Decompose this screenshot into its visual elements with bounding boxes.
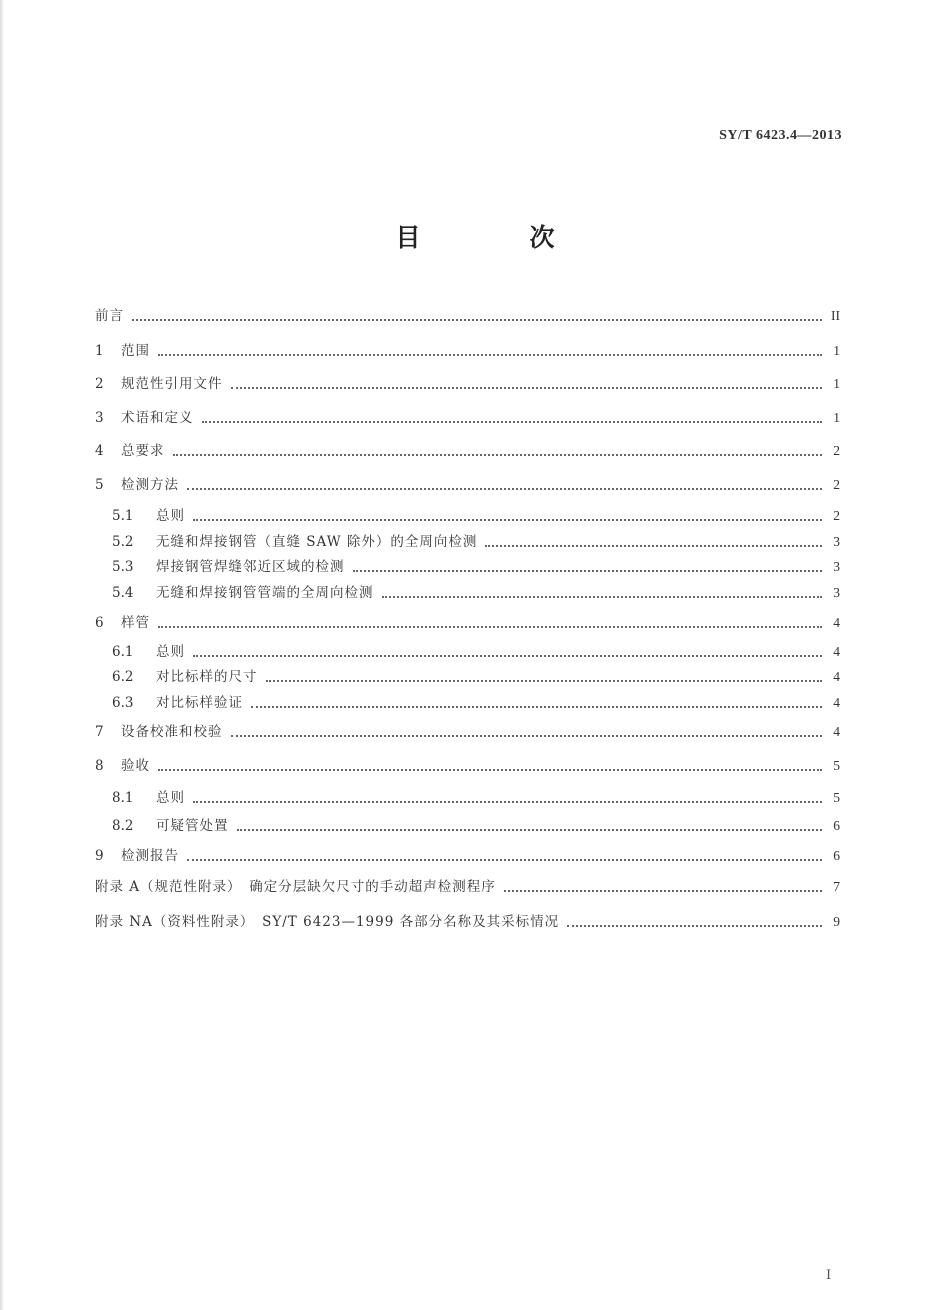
toc-entry-label: 总则 bbox=[156, 790, 185, 806]
toc-entry-page: 5 bbox=[833, 758, 840, 773]
toc-entry-number: 9 bbox=[95, 848, 104, 864]
toc-entry[interactable] bbox=[112, 531, 840, 553]
toc-entry-page: 2 bbox=[833, 477, 840, 492]
toc-entry-label: 检测方法 bbox=[121, 477, 179, 493]
toc-entry-number: 5.1 bbox=[112, 508, 134, 524]
toc-entry-label: 对比标样验证 bbox=[156, 695, 243, 711]
toc-entry-number: 1 bbox=[95, 343, 104, 359]
toc-entry-label: 范围 bbox=[121, 343, 150, 359]
toc-entry-number: 6.3 bbox=[112, 695, 134, 711]
toc-entry-page: 3 bbox=[833, 585, 840, 600]
toc-dot-leader bbox=[485, 544, 822, 547]
footer-page-number: I bbox=[826, 1268, 832, 1283]
toc-entry-page: 4 bbox=[833, 644, 840, 659]
toc-entry-page: 9 bbox=[833, 914, 840, 929]
toc-entry-page: 5 bbox=[833, 790, 840, 805]
toc-entry[interactable] bbox=[95, 721, 840, 743]
toc-entry-page: 3 bbox=[833, 534, 840, 549]
toc-entry[interactable] bbox=[95, 340, 840, 362]
toc-entry-page: 2 bbox=[833, 443, 840, 458]
toc-entry-number: 8 bbox=[95, 758, 104, 774]
page-title: 目 次 bbox=[395, 223, 597, 252]
toc-entry-label: 前言 bbox=[95, 308, 124, 324]
toc-entry-number: 3 bbox=[95, 410, 104, 426]
toc-entry-label: 无缝和焊接钢管管端的全周向检测 bbox=[156, 585, 374, 601]
toc-entry-number: 8.1 bbox=[112, 790, 134, 806]
toc-entry[interactable] bbox=[112, 641, 840, 663]
toc-entry-number: 2 bbox=[95, 376, 104, 392]
toc-entry-label: 规范性引用文件 bbox=[121, 376, 223, 392]
toc-dot-leader bbox=[193, 654, 822, 657]
toc-entry[interactable] bbox=[95, 407, 840, 429]
standard-code: SY/T 6423.4—2013 bbox=[719, 128, 842, 143]
toc-dot-leader bbox=[237, 828, 823, 831]
toc-entry-number: 8.2 bbox=[112, 818, 134, 834]
toc-entry-number: 4 bbox=[95, 443, 104, 459]
page-edge-shadow bbox=[0, 0, 4, 1310]
toc-entry[interactable] bbox=[95, 373, 840, 395]
toc-entry[interactable] bbox=[112, 815, 840, 837]
toc-entry-label: 设备校准和校验 bbox=[121, 724, 223, 740]
toc-entry[interactable] bbox=[112, 692, 840, 714]
toc-entry[interactable] bbox=[112, 666, 840, 688]
toc-dot-leader bbox=[187, 858, 822, 861]
toc-entry-label: 附录 A（规范性附录） 确定分层缺欠尺寸的手动超声检测程序 bbox=[95, 879, 496, 895]
toc-entry[interactable] bbox=[95, 911, 840, 933]
toc-entry-number: 5 bbox=[95, 477, 104, 493]
toc-entry-label: 样管 bbox=[121, 615, 150, 631]
toc-entry[interactable] bbox=[95, 305, 840, 327]
toc-entry[interactable] bbox=[95, 612, 840, 634]
toc-entry-label: 术语和定义 bbox=[121, 410, 194, 426]
toc-entry-label: 检测报告 bbox=[121, 848, 179, 864]
toc-entry[interactable] bbox=[112, 582, 840, 604]
toc-dot-leader bbox=[158, 768, 822, 771]
toc-dot-leader bbox=[193, 800, 822, 803]
toc-entry-label: 附录 NA（资料性附录） SY/T 6423—1999 各部分名称及其采标情况 bbox=[95, 914, 560, 930]
toc-dot-leader bbox=[231, 386, 823, 389]
toc-entry-page: II bbox=[831, 308, 840, 323]
toc-dot-leader bbox=[266, 679, 823, 682]
toc-dot-leader bbox=[353, 569, 823, 572]
toc-entry-label: 可疑管处置 bbox=[156, 818, 229, 834]
toc-entry[interactable] bbox=[95, 440, 840, 462]
toc-entry-label: 无缝和焊接钢管（直缝 SAW 除外）的全周向检测 bbox=[156, 534, 478, 550]
toc-entry[interactable] bbox=[95, 845, 840, 867]
toc-entry-page: 4 bbox=[833, 724, 840, 739]
toc-entry-page: 7 bbox=[833, 879, 840, 894]
toc-entry[interactable] bbox=[112, 556, 840, 578]
toc-dot-leader bbox=[132, 318, 822, 321]
toc-entry-label: 对比标样的尺寸 bbox=[156, 669, 258, 685]
toc-entry-label: 验收 bbox=[121, 758, 150, 774]
toc-dot-leader bbox=[382, 595, 823, 598]
toc-entry-number: 5.3 bbox=[112, 559, 134, 575]
toc-entry-label: 总则 bbox=[156, 644, 185, 660]
toc-entry-number: 5.2 bbox=[112, 534, 134, 550]
toc-entry-page: 1 bbox=[833, 410, 840, 425]
toc-entry-page: 2 bbox=[833, 508, 840, 523]
toc-entry-page: 6 bbox=[833, 848, 840, 863]
toc-dot-leader bbox=[173, 453, 823, 456]
toc-entry[interactable] bbox=[95, 474, 840, 496]
toc-entry-page: 4 bbox=[833, 669, 840, 684]
toc-entry[interactable] bbox=[95, 755, 840, 777]
toc-entry-number: 7 bbox=[95, 724, 104, 740]
toc-entry-number: 5.4 bbox=[112, 585, 134, 601]
toc-entry-number: 6.2 bbox=[112, 669, 134, 685]
toc-dot-leader bbox=[504, 889, 822, 892]
toc-dot-leader bbox=[567, 924, 822, 927]
toc-dot-leader bbox=[202, 420, 823, 423]
toc-dot-leader bbox=[158, 353, 822, 356]
toc-entry-page: 4 bbox=[833, 615, 840, 630]
toc-entry-page: 6 bbox=[833, 818, 840, 833]
toc-entry-label: 焊接钢管焊缝邻近区域的检测 bbox=[156, 559, 345, 575]
toc-entry-page: 1 bbox=[833, 343, 840, 358]
toc-entry[interactable] bbox=[112, 505, 840, 527]
toc-entry[interactable] bbox=[112, 787, 840, 809]
toc-dot-leader bbox=[251, 705, 822, 708]
toc-entry-page: 1 bbox=[833, 376, 840, 391]
toc-entry[interactable] bbox=[95, 876, 840, 898]
toc-dot-leader bbox=[193, 518, 822, 521]
toc-entry-number: 6 bbox=[95, 615, 104, 631]
toc-entry-page: 4 bbox=[833, 695, 840, 710]
toc-dot-leader bbox=[158, 625, 822, 628]
toc-dot-leader bbox=[187, 487, 822, 490]
toc-entry-label: 总则 bbox=[156, 508, 185, 524]
toc-entry-number: 6.1 bbox=[112, 644, 134, 660]
toc-entry-label: 总要求 bbox=[121, 443, 165, 459]
toc-dot-leader bbox=[231, 734, 823, 737]
toc-entry-page: 3 bbox=[833, 559, 840, 574]
